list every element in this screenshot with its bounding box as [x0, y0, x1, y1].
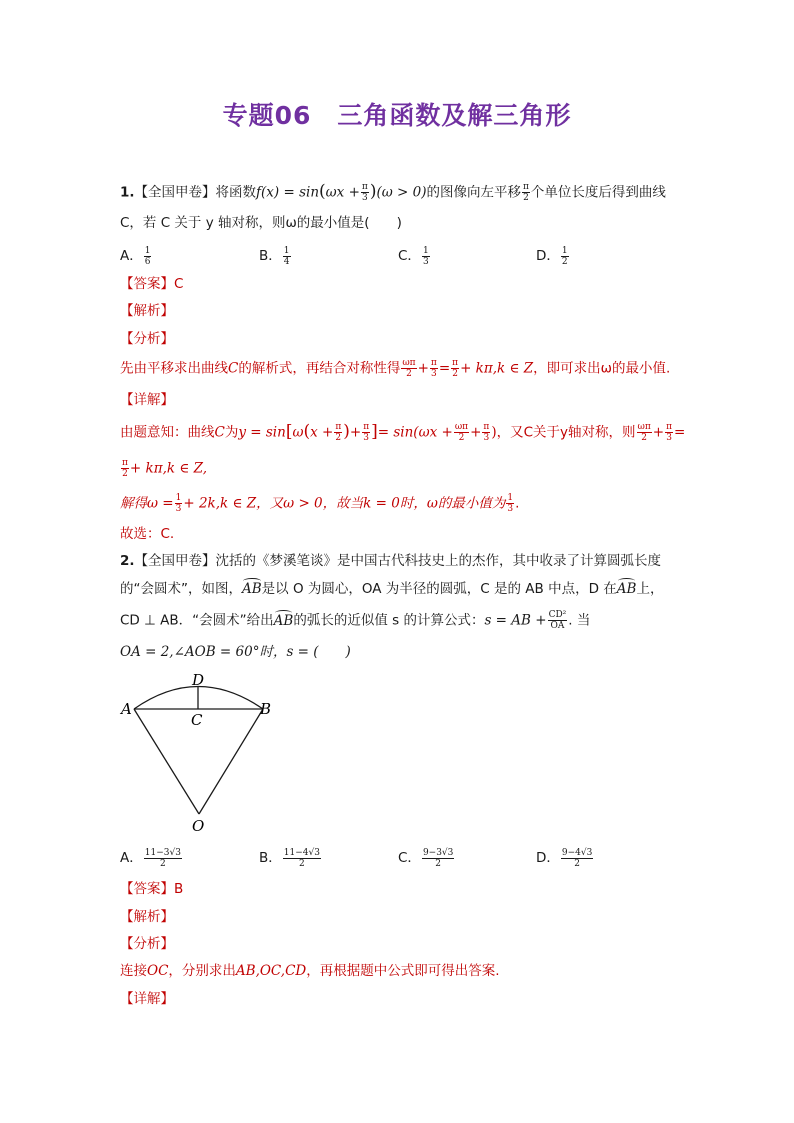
option-label: D． — [536, 850, 560, 866]
option-label: C． — [398, 850, 421, 866]
den: 2 — [335, 433, 342, 443]
q2-source: 【全国甲卷】 — [134, 553, 216, 569]
q1-detail-line3 — [120, 493, 519, 514]
text: 的“会圆术”，如图， — [120, 581, 242, 597]
den: 2 — [574, 858, 580, 869]
fraction — [175, 493, 183, 514]
num: π — [522, 182, 529, 192]
op: + — [652, 424, 665, 441]
fraction — [451, 358, 459, 379]
q2-detail-label: 【详解】 — [120, 991, 174, 1007]
paren: ) — [343, 421, 350, 442]
q1-function: f(x) = sin — [256, 184, 320, 201]
q1-option-a[interactable] — [120, 244, 152, 267]
radius-ob — [199, 709, 263, 814]
q2-stem-line2 — [120, 580, 663, 598]
num: CD² — [548, 610, 567, 620]
bracket: [ — [285, 421, 293, 442]
fraction — [121, 458, 129, 479]
q1-detail-line2 — [120, 458, 207, 479]
den: OA — [550, 621, 565, 631]
den: 3 — [175, 504, 182, 514]
den: 2 — [561, 256, 568, 267]
text: 的解析式，再结合对称性得 — [238, 360, 401, 377]
q2-figure — [110, 668, 290, 838]
den: 2 — [452, 369, 458, 379]
math: ω — [292, 424, 304, 441]
den: 6 — [144, 256, 151, 267]
fraction — [334, 422, 342, 443]
math: + kπ,k ∈ Z — [460, 360, 534, 377]
option-fraction — [144, 246, 152, 267]
math: y = sin — [238, 424, 286, 441]
q1-option-b[interactable] — [259, 244, 292, 267]
q2-fenxi-text — [120, 962, 500, 980]
q1-text: 将函数 — [215, 184, 257, 201]
num: ωπ — [637, 422, 651, 432]
num: 1 — [422, 245, 429, 256]
num: 9−4√3 — [561, 847, 593, 858]
num: 1 — [507, 493, 514, 503]
text: ，又C关于y轴对称，则 — [496, 424, 636, 441]
num: π — [335, 422, 342, 432]
op: + — [349, 424, 362, 441]
text: 先由平移求出曲线 — [120, 360, 228, 377]
q2-fenxi-label: 【分析】 — [120, 936, 174, 952]
fraction — [401, 358, 416, 379]
option-label: D． — [536, 248, 560, 264]
q1-stem-line2: C，若 C 关于 y 轴对称，则ω的最小值是( ) — [120, 215, 402, 231]
label-a: A — [121, 700, 132, 718]
num: ωπ — [402, 358, 416, 368]
math: AB,OC,CD — [235, 963, 307, 979]
q1-text: 个单位长度后得到曲线 — [530, 184, 666, 201]
option-label: B． — [259, 850, 282, 866]
q1-option-c[interactable] — [398, 244, 431, 267]
option-fraction — [144, 848, 182, 869]
q2-answer — [120, 880, 183, 898]
math: + 2k,k ∈ Z，又ω > 0，故当k = 0时，ω的最小值为 — [183, 495, 506, 512]
fraction — [454, 422, 469, 443]
option-fraction — [422, 848, 454, 869]
text: 为 — [224, 424, 239, 441]
q1-option-d[interactable] — [536, 244, 570, 267]
q1-detail-line1 — [120, 422, 685, 443]
option-label: C． — [398, 248, 421, 264]
num: π — [122, 458, 128, 468]
option-fraction — [422, 246, 430, 267]
q1-condition: (ω > 0) — [376, 184, 427, 201]
q1-fenxi-text — [120, 358, 670, 379]
den: 3 — [431, 369, 437, 379]
q1-func-arg: ωx + — [325, 184, 360, 201]
label-o: O — [192, 817, 205, 835]
label-b: B — [260, 700, 272, 718]
q1-source: 【全国甲卷】 — [134, 184, 216, 201]
num: π — [363, 422, 370, 432]
math: C — [228, 360, 239, 377]
num: 9−3√3 — [422, 847, 454, 858]
q1-text: 的图像向左平移 — [426, 184, 521, 201]
q1-conclusion: 故选：C. — [120, 526, 175, 542]
q1-shift-fraction — [522, 182, 530, 203]
text: . 当 — [568, 612, 591, 629]
q2-stem-line1 — [120, 552, 661, 570]
paren: ( — [303, 421, 311, 442]
op: ) — [491, 424, 497, 441]
option-label: A． — [120, 850, 143, 866]
option-fraction — [561, 848, 593, 869]
num: 1 — [283, 245, 290, 256]
answer-value: C — [174, 276, 184, 292]
math: OC — [147, 963, 169, 979]
q1-number: 1. — [120, 184, 135, 201]
fraction — [430, 358, 438, 379]
text: 沈括的《梦溪笔谈》是中国古代科技史上的杰作，其中收录了计算圆弧长度 — [215, 553, 662, 569]
label-c: C — [191, 711, 203, 729]
op: + — [417, 360, 429, 377]
q2-number: 2. — [120, 553, 135, 569]
num: π — [430, 358, 437, 368]
op: + — [470, 424, 482, 441]
arc-ab: AB — [242, 581, 262, 597]
text: 连接 — [120, 963, 147, 979]
num: π — [483, 422, 490, 432]
text: CD ⊥ AB．“会圆术”给出 — [120, 612, 274, 629]
math: C — [214, 424, 225, 441]
fraction — [665, 422, 673, 443]
paren: ( — [319, 181, 326, 202]
arc-ab: AB — [273, 612, 294, 629]
text: ，分别求出 — [168, 963, 236, 979]
num: π — [666, 422, 673, 432]
text: ，即可求出ω的最小值. — [533, 360, 671, 377]
den: 3 — [363, 433, 370, 443]
den: 2 — [406, 369, 412, 379]
q2-analysis-label: 【解析】 — [120, 909, 174, 925]
den: 4 — [283, 256, 290, 267]
q2-option-a[interactable] — [120, 846, 183, 869]
answer-label: 【答案】 — [120, 276, 174, 292]
option-label: A． — [120, 248, 143, 264]
den: 3 — [666, 433, 672, 443]
den: 2 — [523, 193, 529, 203]
label-d: D — [192, 671, 205, 689]
num: 11−4√3 — [283, 847, 320, 858]
num: 1 — [144, 245, 151, 256]
text: 是以 O 为圆心，OA 为半径的圆弧，C 是的 AB 中点，D 在 — [261, 581, 617, 597]
num: 1 — [561, 245, 568, 256]
bracket: ] — [371, 421, 378, 442]
q1-fenxi-label: 【分析】 — [120, 331, 174, 347]
fraction — [506, 493, 514, 514]
num: 11−3√3 — [144, 847, 181, 858]
math: 解得ω = — [120, 495, 174, 512]
answer-value: B — [174, 881, 184, 897]
option-label: B． — [259, 248, 282, 264]
q2-stem-line3 — [120, 610, 590, 631]
math: = sin(ωx + — [377, 424, 453, 441]
den: 2 — [122, 469, 128, 479]
den: 2 — [298, 858, 305, 869]
formula: s = AB + — [484, 612, 547, 629]
num: ωπ — [454, 422, 469, 432]
den: 3 — [483, 433, 490, 443]
op: = — [438, 360, 451, 377]
paren: ) — [369, 181, 377, 202]
q1-detail-label: 【详解】 — [120, 392, 174, 408]
den: 3 — [422, 256, 429, 267]
fraction — [482, 422, 490, 443]
q2-option-d[interactable] — [536, 846, 594, 869]
den: 3 — [361, 193, 368, 203]
arc-ab: AB — [616, 581, 637, 597]
math: x + — [310, 424, 334, 441]
option-fraction — [283, 848, 321, 869]
text: ，再根据题中公式即可得出答案. — [306, 963, 500, 979]
q2-option-b[interactable] — [259, 846, 322, 869]
fraction — [637, 422, 652, 443]
num: 1 — [175, 493, 182, 503]
num: π — [361, 182, 368, 192]
text: 由题意知：曲线 — [120, 424, 215, 441]
fraction — [362, 422, 370, 443]
q1-stem-line1 — [120, 182, 666, 203]
q1-analysis-label: 【解析】 — [120, 303, 174, 319]
num: π — [452, 358, 459, 368]
q1-func-fraction — [361, 182, 369, 203]
math: + kπ,k ∈ Z, — [129, 460, 208, 477]
fraction — [548, 610, 568, 631]
den: 2 — [458, 433, 465, 443]
option-fraction — [283, 246, 291, 267]
text: 上， — [636, 581, 664, 597]
op: = — [674, 424, 686, 441]
den: 2 — [641, 433, 648, 443]
text: 的弧长的近似值 s 的计算公式： — [293, 612, 485, 629]
den: 3 — [507, 504, 514, 514]
radius-oa — [134, 709, 199, 814]
answer-label: 【答案】 — [120, 881, 174, 897]
q1-answer — [120, 275, 183, 293]
page-title: 专题06 三角函数及解三角形 — [222, 101, 572, 130]
text: . — [515, 495, 520, 512]
den: 2 — [159, 858, 166, 869]
q2-stem-line4: OA = 2,∠AOB = 60°时，s = ( ) — [120, 644, 351, 660]
option-fraction — [561, 246, 569, 267]
q2-option-c[interactable] — [398, 846, 455, 869]
den: 2 — [435, 858, 442, 869]
